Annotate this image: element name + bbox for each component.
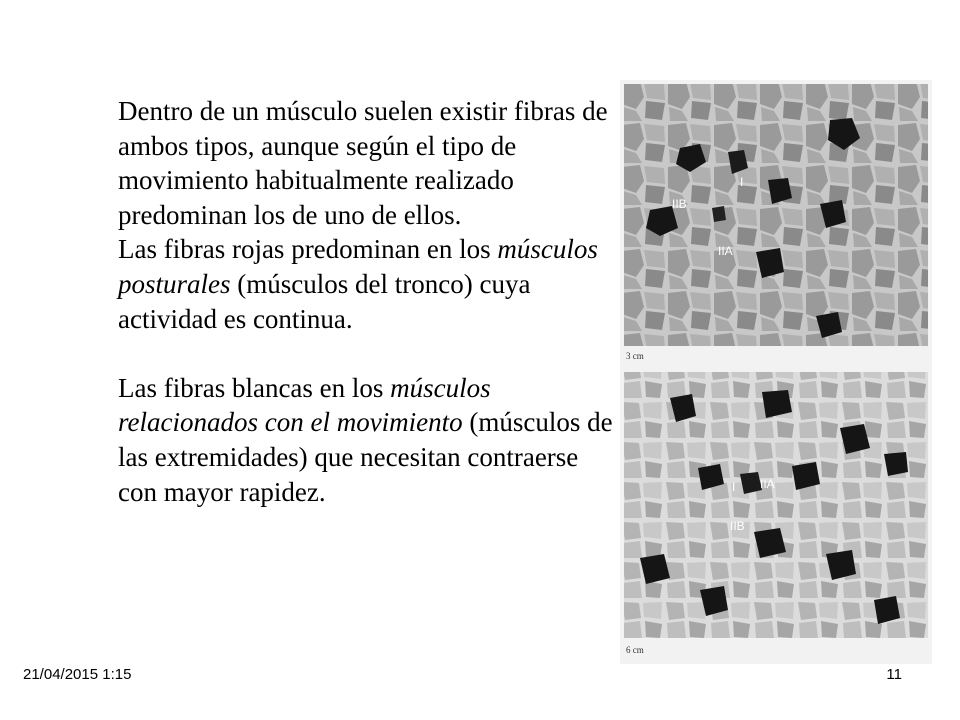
paragraph-fiber-mix: Dentro de un músculo suelen existir fibras de ambos tipos, aunque según el tipo de movimiento habitualmente realizado predominan los de uno de ellos. [118, 96, 608, 230]
fiber-label-i-top: I [740, 175, 744, 189]
movement-muscles-term: músculos relacionados con el movimiento [118, 372, 491, 438]
micrograph-top [624, 84, 928, 346]
dark-fiber [884, 452, 908, 476]
slide-number: 11 [886, 666, 902, 683]
fiber-label-iib-bottom: IIB [730, 519, 745, 533]
dark-fiber [712, 206, 726, 222]
paragraph-gap [118, 336, 623, 371]
fiber-label-iib-top: IIB [672, 197, 687, 211]
body-text [118, 94, 623, 509]
fiber-label-iia-top: IIA [718, 244, 733, 258]
fiber-label-i-bottom: I [732, 480, 736, 494]
scale-label-bottom: 6 cm [626, 645, 644, 655]
white-fibers-text-b: (músculos de las extremidades) que necesitan contraerse con mayor rapidez. [118, 407, 613, 507]
red-fibers-text-b: (músculos del tronco) cuya actividad es continua. [118, 268, 531, 334]
micrograph-bottom [624, 372, 928, 638]
micrograph-svg [620, 80, 932, 664]
paragraph-white-fibers [118, 371, 623, 509]
paragraph-red-fibers [118, 232, 623, 336]
footer-date: 21/04/2015 1:15 [23, 666, 132, 683]
fiber-label-iia-bottom: IIA [760, 477, 775, 491]
white-fibers-text-a: Las fibras blancas en los [118, 372, 391, 403]
muscle-micrograph-figure [620, 80, 932, 664]
red-fibers-text-a: Las fibras rojas predominan en los [118, 234, 498, 265]
scale-label-top: 3 cm [626, 351, 644, 361]
postural-muscles-term: músculos posturales [118, 234, 598, 299]
